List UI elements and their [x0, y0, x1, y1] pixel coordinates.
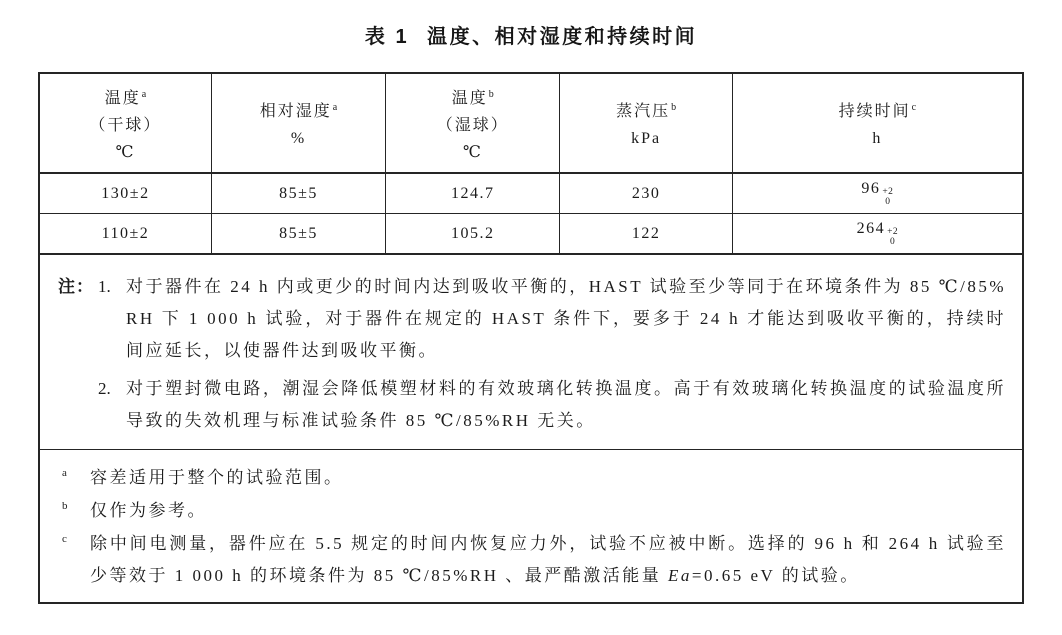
notes-label: 注：	[58, 277, 94, 296]
conditions-table	[40, 74, 1022, 255]
footnote-text: 容差适用于整个的试验范围。	[90, 468, 344, 487]
footnote-text: 除中间电测量，器件应在 5.5 规定的时间内恢复应力外，试验不应被中断。选择的 96 h 和 264 h 试验至少等效于 1 000 h 的环境条件为 85 ℃/85%RH 、最严酷激活能量 Ea=0.65 eV 的试验。	[90, 534, 1006, 585]
cell-temp-dry: 130±2	[40, 173, 211, 214]
cell-temp-wet: 124.7	[386, 173, 560, 214]
tolerance-stack: +2 0	[887, 226, 899, 247]
footnote-marker: a	[62, 467, 67, 479]
col-header-duration: 持续时间$^c$ h	[732, 74, 1022, 173]
cell-vapor: 230	[560, 173, 732, 214]
footnote-c	[62, 528, 1006, 592]
activation-energy-symbol: Ea	[668, 566, 692, 585]
note-text: 对于塑封微电路，潮湿会降低模塑材料的有效玻璃化转换温度。高于有效玻璃化转换温度的试验温度所导致的失效机理与标准试验条件 85 ℃/85%RH 无关。	[126, 379, 1006, 430]
cell-temp-wet: 105.2	[386, 214, 560, 255]
col-header-vapor: 蒸汽压$^b$ kPa	[560, 74, 732, 173]
unit-hours: h	[872, 130, 883, 147]
footnote-text: 仅作为参考。	[90, 501, 207, 520]
table-row	[40, 214, 1022, 255]
col-header-rh: 相对湿度$^a$ %	[211, 74, 385, 173]
table-row	[40, 173, 1022, 214]
unit-celsius: ℃	[115, 143, 136, 161]
footnote-b	[62, 495, 1006, 527]
cell-rh: 85±5	[211, 173, 385, 214]
header-row	[40, 74, 1022, 173]
cell-rh: 85±5	[211, 214, 385, 255]
footnote-ref-c: c	[911, 102, 917, 113]
note-item-1	[58, 271, 1006, 367]
tolerance-stack: +2 0	[882, 186, 894, 207]
cell-temp-dry: 110±2	[40, 214, 211, 255]
footnotes-section	[40, 449, 1022, 602]
table-number: 表 1	[364, 26, 410, 48]
spec-table-frame	[38, 72, 1024, 604]
note-text: 对于器件在 24 h 内或更少的时间内达到吸收平衡的，HAST 试验至少等同于在环境条件为 85 ℃/85% RH 下 1 000 h 试验，对于器件在规定的 HAST 条件下，要多于 24 h 才能达到吸收平衡的，持续时间应延长，以使器件达到吸收平衡。	[126, 277, 1006, 360]
notes-label-spacer	[58, 373, 98, 437]
unit-kpa: kPa	[631, 130, 662, 147]
footnote-marker: b	[62, 500, 68, 512]
unit-celsius: ℃	[462, 143, 483, 161]
cell-duration: 96 +2 0	[732, 173, 1022, 214]
cell-duration: 264 +2 0	[732, 214, 1022, 255]
note-item-2	[58, 373, 1006, 437]
footnote-ref-a: a	[332, 102, 338, 113]
note-number: 1.	[98, 277, 111, 296]
page-title	[0, 20, 1062, 49]
footnote-ref-a: a	[141, 88, 147, 100]
footnote-a	[62, 462, 1006, 494]
footnote-ref-b: b	[671, 102, 677, 113]
footnote-marker: c	[62, 533, 67, 545]
col-header-temp-wet: 温度$^b$ （湿球） ℃	[386, 74, 560, 173]
note-number: 2.	[98, 379, 111, 398]
unit-percent: %	[290, 130, 307, 147]
cell-vapor: 122	[560, 214, 732, 255]
notes-section	[40, 255, 1022, 449]
table-title-text: 温度、相对湿度和持续时间	[427, 26, 698, 48]
col-header-temp-dry: 温度$^a$ （干球） ℃	[40, 74, 211, 173]
footnote-ref-b: b	[488, 88, 494, 100]
